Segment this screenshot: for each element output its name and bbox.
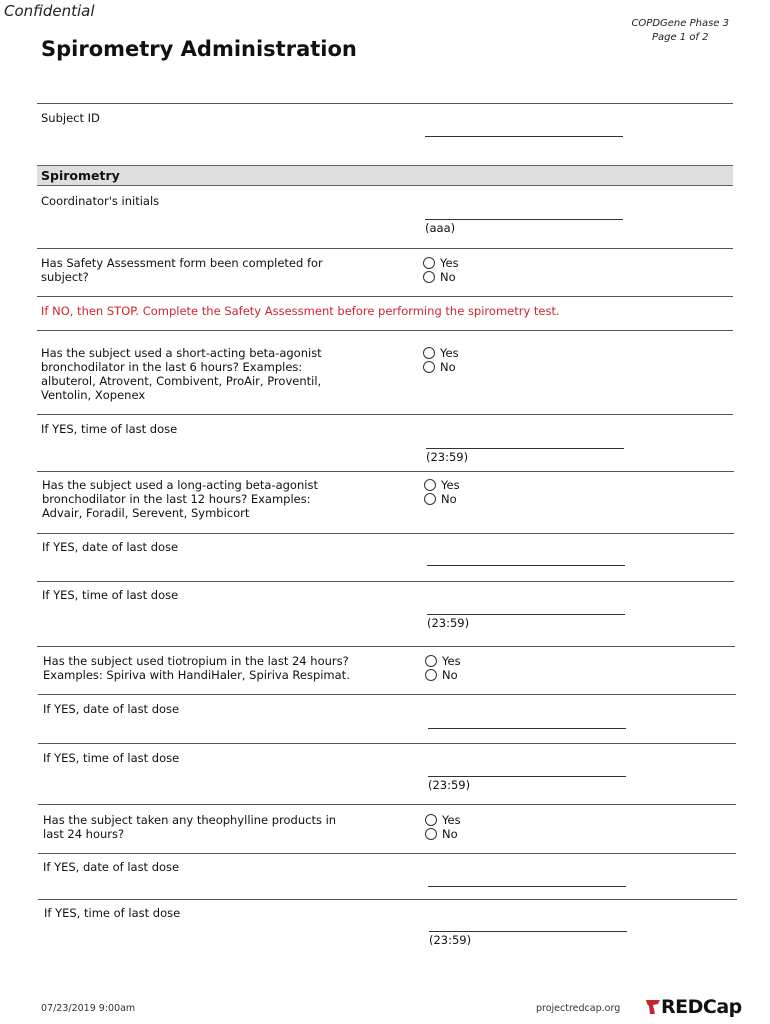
laba-date-label: If YES, date of last dose — [42, 540, 179, 554]
coordinator-initials-field[interactable] — [425, 219, 623, 220]
radio-icon[interactable] — [425, 669, 437, 681]
theophylline-time-label: If YES, time of last dose — [44, 906, 181, 920]
theophylline-time-hint: (23:59) — [429, 933, 472, 947]
tiotropium-no-option[interactable] — [425, 668, 458, 682]
tiotropium-question-line: Has the subject used tiotropium in the last 24 hours? — [43, 654, 349, 668]
divider — [38, 743, 736, 744]
laba-yes-option[interactable] — [424, 478, 460, 492]
saba-time-hint: (23:59) — [426, 450, 469, 464]
radio-icon[interactable] — [423, 347, 435, 359]
theophylline-date-field[interactable] — [428, 886, 626, 887]
laba-date-field[interactable] — [427, 565, 625, 566]
safety-yes-option[interactable] — [423, 256, 459, 270]
tiotropium-date-field[interactable] — [428, 728, 626, 729]
divider — [38, 694, 736, 695]
theophylline-question-line: Has the subject taken any theophylline products in — [43, 813, 337, 827]
safety-no-option[interactable] — [423, 270, 456, 284]
saba-question-line: Ventolin, Xopenex — [41, 388, 146, 402]
tiotropium-time-field[interactable] — [428, 776, 626, 777]
option-label: No — [442, 668, 458, 682]
saba-time-label: If YES, time of last dose — [41, 422, 178, 436]
laba-question-line: bronchodilator in the last 12 hours? Examples: — [42, 492, 311, 506]
theophylline-time-field[interactable] — [429, 931, 627, 932]
safety-question-line: Has Safety Assessment form been completed for — [41, 256, 323, 270]
laba-question — [42, 478, 318, 520]
option-label: Yes — [442, 654, 461, 668]
tiotropium-question — [43, 654, 350, 682]
divider — [37, 248, 733, 249]
safety-question-line: subject? — [41, 270, 89, 284]
laba-question-line: Has the subject used a long-acting beta-agonist — [42, 478, 318, 492]
divider — [38, 899, 737, 900]
laba-time-hint: (23:59) — [427, 616, 470, 630]
tiotropium-question-line: Examples: Spiriva with HandiHaler, Spiriva Respimat. — [43, 668, 350, 682]
option-label: No — [440, 270, 456, 284]
footer-date: 07/23/2019 9:00am — [41, 1003, 136, 1014]
laba-time-field[interactable] — [427, 614, 625, 615]
option-label: Yes — [441, 478, 460, 492]
subject-id-label: Subject ID — [41, 111, 100, 125]
option-label: No — [442, 827, 458, 841]
theophylline-date-label: If YES, date of last dose — [43, 860, 180, 874]
coordinator-hint: (aaa) — [425, 221, 456, 235]
theophylline-question-line: last 24 hours? — [43, 827, 125, 841]
saba-question — [41, 346, 322, 402]
header-info — [631, 17, 729, 45]
footer-url[interactable]: projectredcap.org — [536, 1003, 621, 1014]
divider — [38, 853, 736, 854]
radio-icon[interactable] — [424, 493, 436, 505]
confidential-label: Confidential — [4, 2, 95, 20]
project-name: COPDGene Phase 3 — [631, 18, 729, 29]
safety-warning: If NO, then STOP. Complete the Safety Assessment before performing the spirometry test. — [41, 304, 560, 318]
saba-question-line: albuterol, Atrovent, Combivent, ProAir, Proventil, — [41, 374, 322, 388]
divider — [37, 330, 733, 331]
divider — [37, 581, 734, 582]
redcap-logo-text: REDCap — [661, 996, 742, 1018]
option-label: No — [440, 360, 456, 374]
divider — [38, 804, 736, 805]
option-label: No — [441, 492, 457, 506]
page-number: Page 1 of 2 — [651, 32, 709, 43]
radio-icon[interactable] — [423, 361, 435, 373]
divider — [37, 103, 733, 104]
divider — [37, 646, 735, 647]
subject-id-field[interactable] — [425, 136, 623, 137]
section-title: Spirometry — [41, 168, 120, 183]
divider — [37, 471, 734, 472]
option-label: Yes — [442, 813, 461, 827]
laba-time-label: If YES, time of last dose — [42, 588, 179, 602]
option-label: Yes — [440, 346, 459, 360]
theophylline-question — [43, 813, 336, 841]
radio-icon[interactable] — [425, 814, 437, 826]
divider — [37, 533, 734, 534]
tiotropium-time-hint: (23:59) — [428, 778, 471, 792]
tiotropium-date-label: If YES, date of last dose — [43, 702, 180, 716]
saba-question-line: Has the subject used a short-acting beta-agonist — [41, 346, 322, 360]
radio-icon[interactable] — [425, 828, 437, 840]
laba-no-option[interactable] — [424, 492, 457, 506]
radio-icon[interactable] — [423, 257, 435, 269]
theophylline-yes-option[interactable] — [425, 813, 461, 827]
redcap-logo — [645, 996, 742, 1018]
saba-no-option[interactable] — [423, 360, 456, 374]
divider — [37, 296, 733, 297]
page-title: Spirometry Administration — [41, 37, 357, 61]
radio-icon[interactable] — [424, 479, 436, 491]
saba-question-line: bronchodilator in the last 6 hours? Examples: — [41, 360, 303, 374]
redcap-logo-icon — [645, 998, 661, 1016]
safety-question — [41, 256, 323, 284]
saba-time-field[interactable] — [426, 448, 624, 449]
radio-icon[interactable] — [423, 271, 435, 283]
saba-yes-option[interactable] — [423, 346, 459, 360]
laba-question-line: Advair, Foradil, Serevent, Symbicort — [42, 506, 250, 520]
option-label: Yes — [440, 256, 459, 270]
theophylline-no-option[interactable] — [425, 827, 458, 841]
coordinator-label: Coordinator's initials — [41, 194, 160, 208]
divider — [37, 414, 733, 415]
tiotropium-yes-option[interactable] — [425, 654, 461, 668]
radio-icon[interactable] — [425, 655, 437, 667]
section-header — [37, 165, 733, 186]
tiotropium-time-label: If YES, time of last dose — [43, 751, 180, 765]
